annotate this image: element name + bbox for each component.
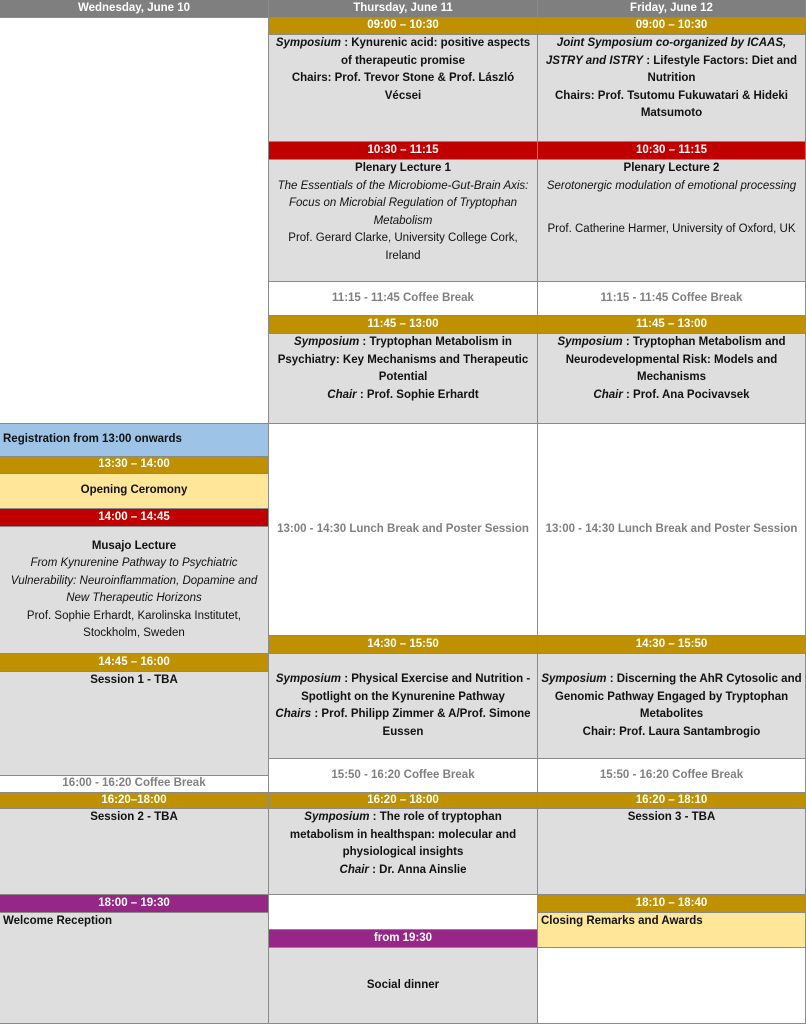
thu-time-0900: 09:00 – 10:30 — [269, 18, 538, 35]
fri-plenary-lecture-2 — [538, 160, 806, 282]
wed-musajo-lecture — [0, 527, 269, 654]
fri-empty-evening — [538, 948, 806, 1024]
thu-sym2-title-line — [272, 334, 534, 387]
wed-empty-morning — [0, 18, 269, 424]
fri-sym1-title: : Lifestyle Factors: Diet and Nutrition — [643, 54, 798, 84]
thu-sym4-chair-line — [272, 862, 534, 880]
thu-sym3-kind: Symposium — [275, 673, 341, 685]
thu-symposium-3 — [269, 654, 538, 759]
fri-sym2-title: : Tryptophan Metabolism and Neurodevelopmental Risk: Models and Mechanisms — [565, 336, 786, 383]
thu-sym2-title: : Tryptophan Metabolism in Psychiatry: Key Mechanisms and Therapeutic Potential — [277, 336, 529, 383]
fri-sym2-chair-line — [541, 387, 802, 405]
thu-lecture-speaker: Prof. Gerard Clarke, University College Cork, Ireland — [288, 232, 518, 262]
wed-coffee-break: 16:00 - 16:20 Coffee Break — [0, 776, 269, 793]
header-friday: Friday, June 12 — [538, 0, 806, 18]
thu-sym1-title: : Kynurenic acid: positive aspects of therapeutic promise — [341, 37, 531, 67]
thu-sym1-chairs: Chairs: Prof. Trevor Stone & Prof. László Vécsei — [291, 72, 515, 102]
fri-sym1-chairs: Chairs: Prof. Tsutomu Fukuwatari & Hideki Matsumoto — [554, 89, 788, 119]
fri-sym1-title-line — [541, 35, 802, 88]
thu-sym4-title-line — [272, 809, 534, 862]
wed-opening-text: Opening Ceromony — [80, 484, 188, 497]
fri-sym3-title-line — [541, 671, 802, 724]
thu-coffee-break-2: 15:50 - 16:20 Coffee Break — [269, 759, 538, 793]
thu-sym2-chair-line — [272, 387, 534, 405]
thu-sym3-chair-kind: Chairs — [275, 708, 312, 720]
fri-lecture-speaker: Prof. Catherine Harmer, University of Oxford, UK — [547, 223, 796, 235]
thu-sym3-chair-line — [272, 706, 534, 741]
thu-time-1930: from 19:30 — [269, 930, 538, 948]
wed-welcome-reception: Welcome Reception — [0, 913, 269, 1024]
thu-lunch-break: 13:00 - 14:30 Lunch Break and Poster Session — [269, 424, 538, 636]
thu-social-dinner — [269, 948, 538, 1024]
fri-time-0900: 09:00 – 10:30 — [538, 18, 806, 35]
fri-symposium-3 — [538, 654, 806, 759]
thu-social-dinner-text: Social dinner — [366, 978, 440, 991]
fri-coffee-break-2: 15:50 - 16:20 Coffee Break — [538, 759, 806, 793]
thu-lecture-heading: Plenary Lecture 1 — [355, 162, 451, 174]
wed-time-1400: 14:00 – 14:45 — [0, 509, 269, 527]
fri-symposium-2 — [538, 334, 806, 424]
wed-time-1445: 14:45 – 16:00 — [0, 654, 269, 672]
fri-sym2-kind: Symposium — [557, 336, 623, 348]
wed-time-1620: 16:20–18:00 — [0, 793, 269, 809]
thu-time-1030: 10:30 – 11:15 — [269, 142, 538, 160]
fri-lecture-title: Serotonergic modulation of emotional processing — [546, 179, 797, 192]
thu-symposium-1 — [269, 35, 538, 142]
wed-registration — [0, 424, 269, 457]
fri-session-3: Session 3 - TBA — [538, 809, 806, 895]
thu-sym4-chair: : Dr. Anna Ainslie — [368, 863, 467, 876]
fri-sym1-kind: Joint Symposium co-organized by ICAAS, JSTRY and ISTRY — [545, 37, 787, 67]
thu-sym4-chair-kind: Chair — [339, 863, 369, 876]
fri-sym2-title-line — [541, 334, 802, 387]
fri-lecture-heading: Plenary Lecture 2 — [623, 162, 720, 174]
fri-joint-symposium — [538, 35, 806, 142]
thu-coffee-break-1: 11:15 - 11:45 Coffee Break — [269, 282, 538, 316]
fri-sym3-title: : Discerning the AhR Cytosolic and Genomic Pathway Engaged by Tryptophan Metabolites — [554, 673, 802, 720]
thu-symposium-2 — [269, 334, 538, 424]
wed-lecture-title: From Kynurenine Pathway to Psychiatric Vulnerability: Neuroinflammation, Dopamine and New Therapeutic Horizons — [10, 557, 258, 604]
header-wednesday: Wednesday, June 10 — [0, 0, 269, 18]
fri-time-1430: 14:30 – 15:50 — [538, 636, 806, 654]
wed-registration-text: Registration from 13:00 onwards — [3, 433, 182, 446]
wed-session-2: Session 2 - TBA — [0, 809, 269, 895]
thu-lecture-title: The Essentials of the Microbiome-Gut-Brain Axis: Focus on Microbial Regulation of Tryptophan Metabolism — [277, 179, 529, 227]
thu-time-1145: 11:45 – 13:00 — [269, 316, 538, 334]
wed-time-1800: 18:00 – 19:30 — [0, 895, 269, 913]
fri-sym2-chair-kind: Chair — [593, 388, 623, 401]
fri-sym3-chair: Chair: Prof. Laura Santambrogio — [582, 725, 761, 738]
thu-sym4-title: : The role of tryptophan metabolism in healthspan: molecular and physiological insights — [289, 811, 517, 858]
header-thursday: Thursday, June 11 — [269, 0, 538, 18]
thu-sym2-chair-kind: Chair — [327, 388, 357, 401]
fri-time-1030: 10:30 – 11:15 — [538, 142, 806, 160]
thu-time-1430: 14:30 – 15:50 — [269, 636, 538, 654]
wed-lecture-speaker: Prof. Sophie Erhardt, Karolinska Institutet, Stockholm, Sweden — [26, 609, 242, 639]
thu-sym1-kind: Symposium — [275, 37, 341, 49]
fri-time-1620: 16:20 – 18:10 — [538, 793, 806, 809]
thu-sym1-title-line — [272, 35, 534, 70]
thu-sym3-chair: : Prof. Philipp Zimmer & A/Prof. Simone Eussen — [311, 708, 531, 738]
wed-opening-ceremony — [0, 474, 269, 509]
fri-sym2-chair: : Prof. Ana Pocivavsek — [622, 388, 750, 401]
thu-sym4-kind: Symposium — [304, 811, 370, 823]
wed-time-1330: 13:30 – 14:00 — [0, 457, 269, 474]
thu-sym3-title-line — [272, 671, 534, 706]
thu-sym3-title: : Physical Exercise and Nutrition - Spotlight on the Kynurenine Pathway — [301, 673, 531, 703]
fri-sym3-kind: Symposium — [541, 673, 607, 685]
thu-empty-evening — [269, 895, 538, 930]
thu-plenary-lecture-1 — [269, 160, 538, 282]
wed-session-1: Session 1 - TBA — [0, 672, 269, 776]
fri-lunch-break: 13:00 - 14:30 Lunch Break and Poster Session — [538, 424, 806, 636]
thu-sym2-kind: Symposium — [294, 336, 360, 348]
thu-symposium-4 — [269, 809, 538, 895]
fri-closing-remarks: Closing Remarks and Awards — [538, 913, 806, 948]
thu-time-1620: 16:20 – 18:00 — [269, 793, 538, 809]
wed-lecture-heading: Musajo Lecture — [91, 539, 177, 552]
fri-time-1810: 18:10 – 18:40 — [538, 895, 806, 913]
fri-coffee-break-1: 11:15 - 11:45 Coffee Break — [538, 282, 806, 316]
thu-sym2-chair: : Prof. Sophie Erhardt — [356, 388, 479, 401]
fri-time-1145: 11:45 – 13:00 — [538, 316, 806, 334]
